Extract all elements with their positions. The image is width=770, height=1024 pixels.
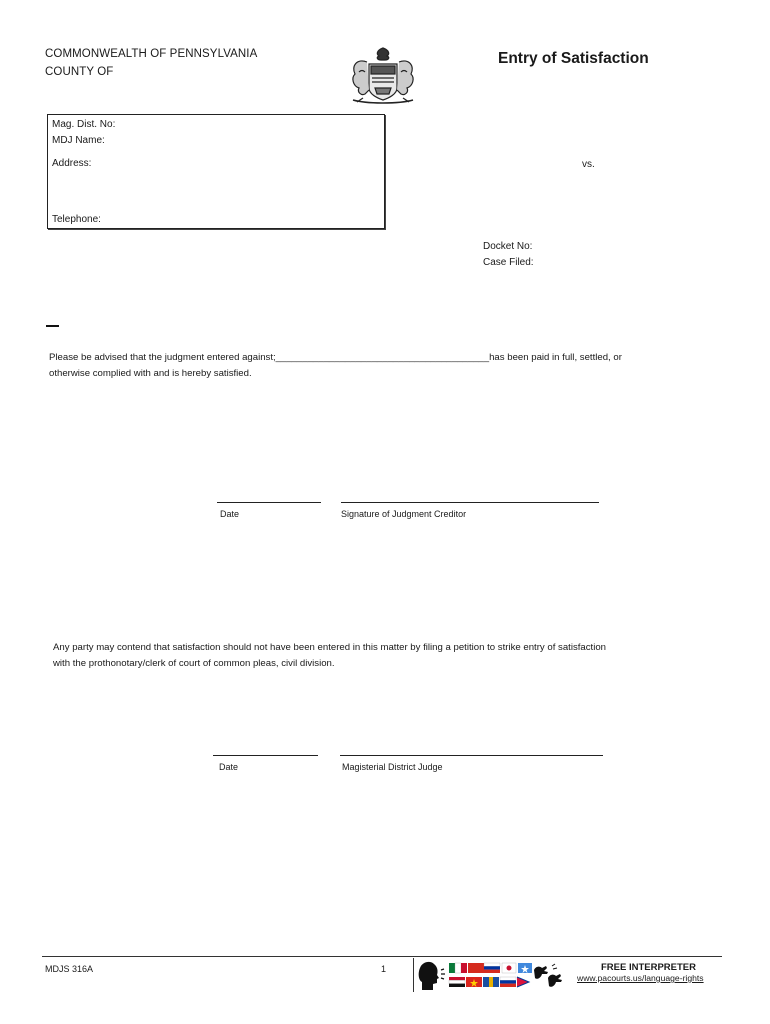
free-interpreter-title: FREE INTERPRETER [601,962,697,973]
mdj-name-label: MDJ Name: [52,135,105,146]
court-info-box [47,114,385,229]
address-label: Address: [52,158,92,169]
language-flags [449,963,532,987]
notice-line-1: Any party may contend that satisfaction should not have been entered in this matter by filing a petition to strike entry of satisfaction [53,642,607,653]
form-id: MDJS 316A [45,964,94,974]
notice-paragraph [53,640,733,672]
mag-dist-label: Mag. Dist. No: [52,119,116,130]
date-label-1: Date [220,509,240,519]
judge-label: Magisterial District Judge [342,762,443,772]
case-filed-label: Case Filed: [483,257,534,268]
docket-no-label: Docket No: [483,241,533,252]
statement-line-2: otherwise complied with and is hereby satisfied. [49,368,252,379]
signature-line-creditor [341,502,599,503]
pennsylvania-seal-icon [343,44,423,106]
notice-line-2: with the prothonotary/clerk of court of common pleas, civil division. [53,658,335,669]
language-rights-link[interactable]: www.pacourts.us/language-rights [577,973,704,983]
statement-paragraph [49,350,729,382]
date-line-1 [217,502,321,503]
page-number: 1 [381,964,387,974]
form-title: Entry of Satisfaction [498,50,649,67]
speaking-head-icon [419,962,445,990]
dash-mark [46,325,59,327]
date-line-2 [213,755,318,756]
footer-rule [42,956,722,957]
date-label-2: Date [219,762,239,772]
sign-language-hands-icon [534,964,562,987]
statement-line-1: Please be advised that the judgment entered against;________________________________________has been paid in full, settled, or [49,352,622,363]
footer-divider [413,958,414,992]
county-heading: COUNTY OF [45,66,114,78]
creditor-signature-label: Signature of Judgment Creditor [341,509,467,519]
judge-signature-line [340,755,603,756]
language-access-banner [416,958,568,992]
telephone-label: Telephone: [52,214,101,225]
commonwealth-heading: COMMONWEALTH OF PENNSYLVANIA [45,48,258,60]
versus-label: vs. [582,159,595,170]
